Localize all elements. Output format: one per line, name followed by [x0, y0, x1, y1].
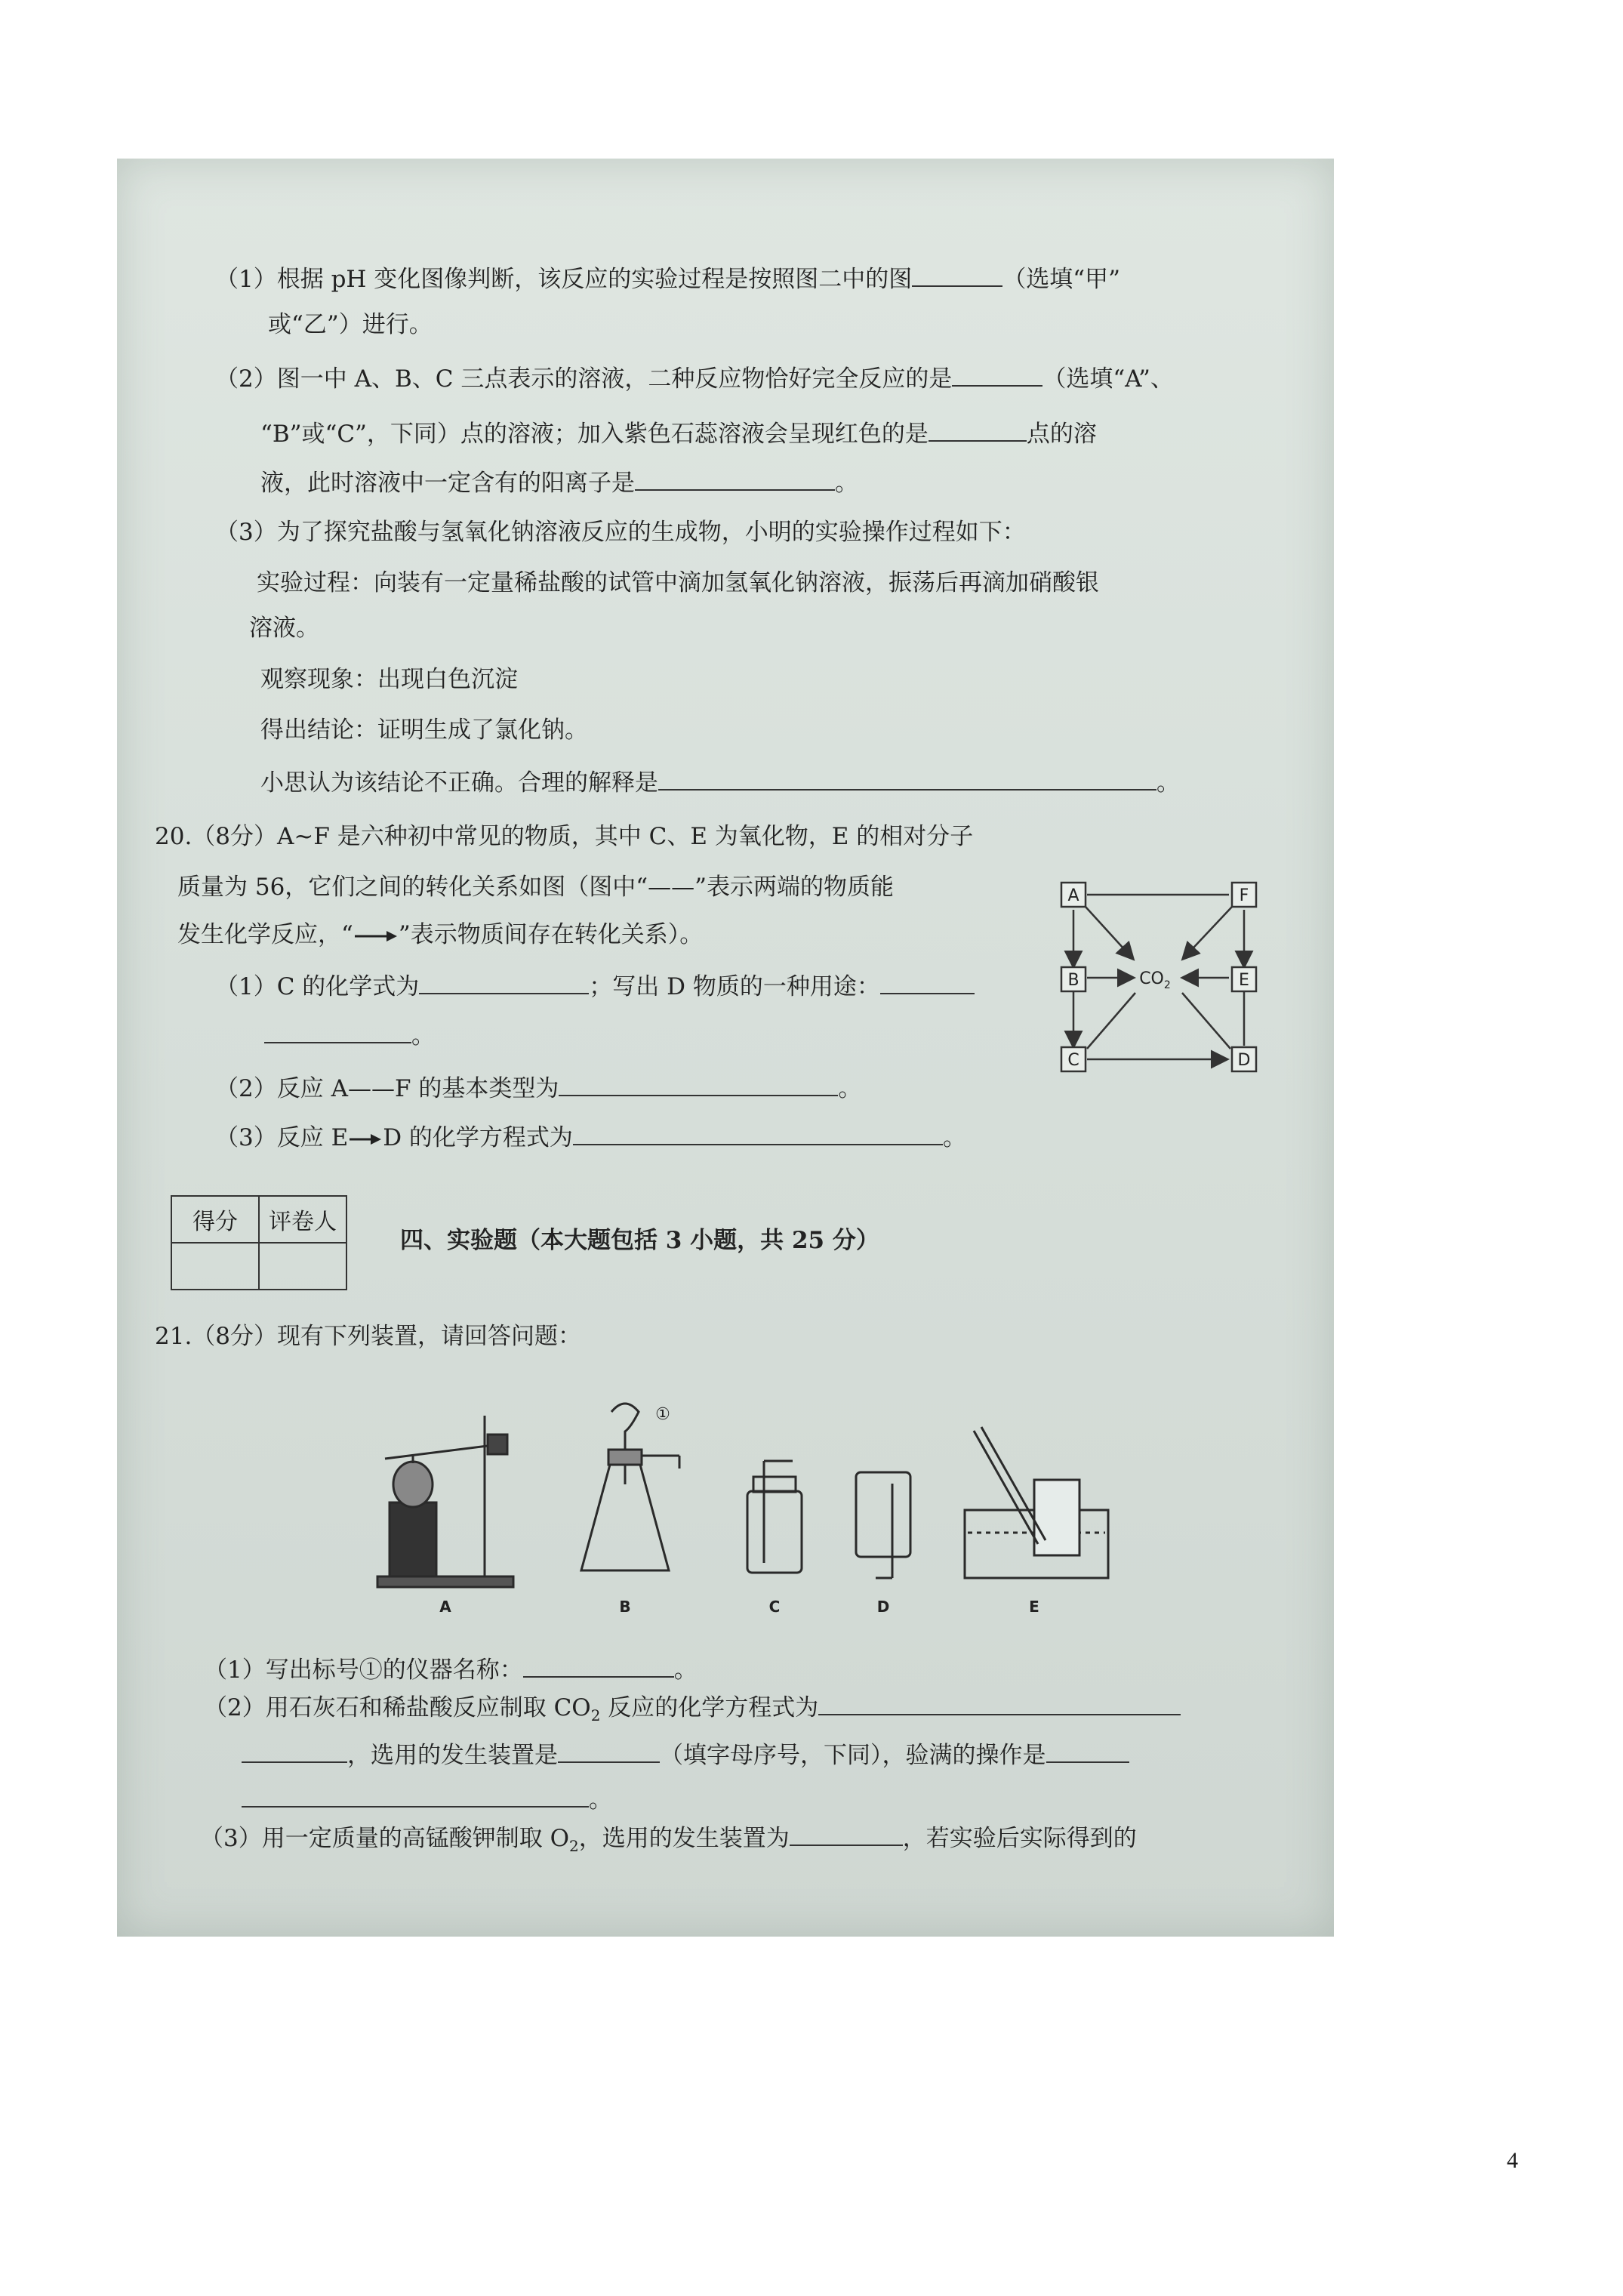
grader-header: 评卷人: [259, 1196, 346, 1243]
arrow-icon: [348, 1130, 383, 1148]
q19-part1-line1: （1）根据 pH 变化图像判断，该反应的实验过程是按照图二中的图 （选填“甲”: [215, 263, 1120, 294]
answer-blank[interactable]: [818, 1691, 1181, 1715]
q20-sub1-line2: 。: [264, 1019, 435, 1051]
score-header: 得分: [171, 1196, 259, 1243]
apparatus-d: [856, 1472, 910, 1578]
q21-sub1: （1）写出标号①的仪器名称： 。: [204, 1653, 698, 1685]
label-e: E: [1029, 1598, 1039, 1616]
answer-blank[interactable]: [790, 1822, 903, 1846]
answer-blank[interactable]: [1046, 1739, 1129, 1763]
node-f: F: [1239, 886, 1249, 905]
q19-part3-line6: 小思认为该结论不正确。合理的解释是 。: [260, 766, 1180, 798]
apparatus-figure: [355, 1397, 1117, 1623]
q20-line2: 质量为 56，它们之间的转化关系如图（图中“——”表示两端的物质能: [177, 874, 894, 901]
answer-blank[interactable]: [952, 362, 1042, 387]
arrow-icon: [353, 927, 399, 945]
answer-blank[interactable]: [573, 1121, 943, 1145]
q21-sub2-line1: （2）用石灰石和稀盐酸反应制取 $CO_2$ 反应的化学方程式为: [204, 1691, 1181, 1730]
answer-blank[interactable]: [929, 418, 1027, 442]
q21-sub3: （3）用一定质量的高锰酸钾制取 $O_2$，选用的发生装置为 ，若实验后实际得到的: [200, 1822, 1137, 1861]
q20-line1: 20.（8分）A~F 是六种初中常见的物质，其中 C、E 为氧化物，E 的相对分子: [155, 823, 974, 850]
marker-1: ①: [655, 1405, 670, 1424]
node-co2: $CO_2$: [1139, 969, 1171, 991]
answer-blank[interactable]: [559, 1072, 838, 1096]
apparatus-e: [965, 1427, 1108, 1578]
q19-part2-line2: “B”或“C”，下同）点的溶液；加入紫色石蕊溶液会呈现红色的是 点的溶: [260, 418, 1097, 449]
node-b: B: [1067, 971, 1079, 990]
node-e: E: [1239, 971, 1249, 990]
q19-part3-line4: 观察现象：出现白色沉淀: [260, 666, 518, 693]
node-a: A: [1067, 886, 1079, 905]
answer-blank[interactable]: [658, 766, 1156, 791]
score-table: [171, 1195, 347, 1290]
answer-blank[interactable]: [419, 970, 589, 994]
q19-part2-line3: 液，此时溶液中一定含有的阳离子是 。: [260, 467, 858, 498]
relation-diagram: [1057, 880, 1261, 1080]
q19-part3-line2: 实验过程：向装有一定量稀盐酸的试管中滴加氢氧化钠溶液，振荡后再滴加硝酸银: [257, 569, 1099, 596]
apparatus-b: [581, 1404, 679, 1570]
q19-part1-line2: 或“乙”）进行。: [268, 311, 433, 338]
q20-line3: 发生化学反应，“ ”表示物质间存在转化关系）。: [177, 921, 704, 948]
grader-cell[interactable]: [259, 1243, 346, 1290]
answer-blank[interactable]: [635, 467, 835, 491]
q19-part2-line1: （2）图一中 A、B、C 三点表示的溶液，二种反应物恰好完全反应的是 （选填“A”、: [215, 362, 1174, 394]
page-number: 4: [1507, 2148, 1518, 2173]
label-c: C: [768, 1598, 781, 1616]
answer-blank[interactable]: [242, 1739, 347, 1763]
answer-blank[interactable]: [242, 1783, 589, 1808]
node-c: C: [1067, 1051, 1079, 1070]
q19-part3-line1: （3）为了探究盐酸与氢氧化钠溶液反应的生成物，小明的实验操作过程如下：: [215, 519, 1026, 546]
q21-line1: 21.（8分）现有下列装置，请回答问题：: [155, 1323, 582, 1350]
section-title: 四、实验题（本大题包括 3 小题，共 25 分）: [400, 1227, 879, 1254]
label-a: A: [439, 1598, 451, 1616]
apparatus-c: [747, 1461, 802, 1573]
q21-sub2-line2: ，选用的发生装置是 （填字母序号，下同），验满的操作是: [242, 1739, 1129, 1771]
q20-sub1-line1: （1）C 的化学式为 ；写出 D 物质的一种用途：: [215, 970, 975, 1002]
answer-blank[interactable]: [880, 970, 975, 994]
label-d: D: [876, 1598, 890, 1616]
q19-part3-line3: 溶液。: [249, 615, 319, 642]
label-b: B: [619, 1598, 631, 1616]
answer-blank[interactable]: [264, 1019, 411, 1043]
q21-sub2-line3: 。: [242, 1783, 612, 1815]
answer-blank[interactable]: [558, 1739, 660, 1763]
apparatus-a: [377, 1416, 513, 1587]
score-cell[interactable]: [171, 1243, 259, 1290]
q20-sub2: （2）反应 A——F 的基本类型为 。: [215, 1072, 861, 1104]
answer-blank[interactable]: [523, 1653, 674, 1678]
q19-part3-line5: 得出结论：证明生成了氯化钠。: [260, 717, 588, 744]
answer-blank[interactable]: [912, 263, 1002, 287]
q20-sub3: （3）反应 E D 的化学方程式为 。: [215, 1121, 966, 1153]
node-d: D: [1237, 1051, 1251, 1070]
